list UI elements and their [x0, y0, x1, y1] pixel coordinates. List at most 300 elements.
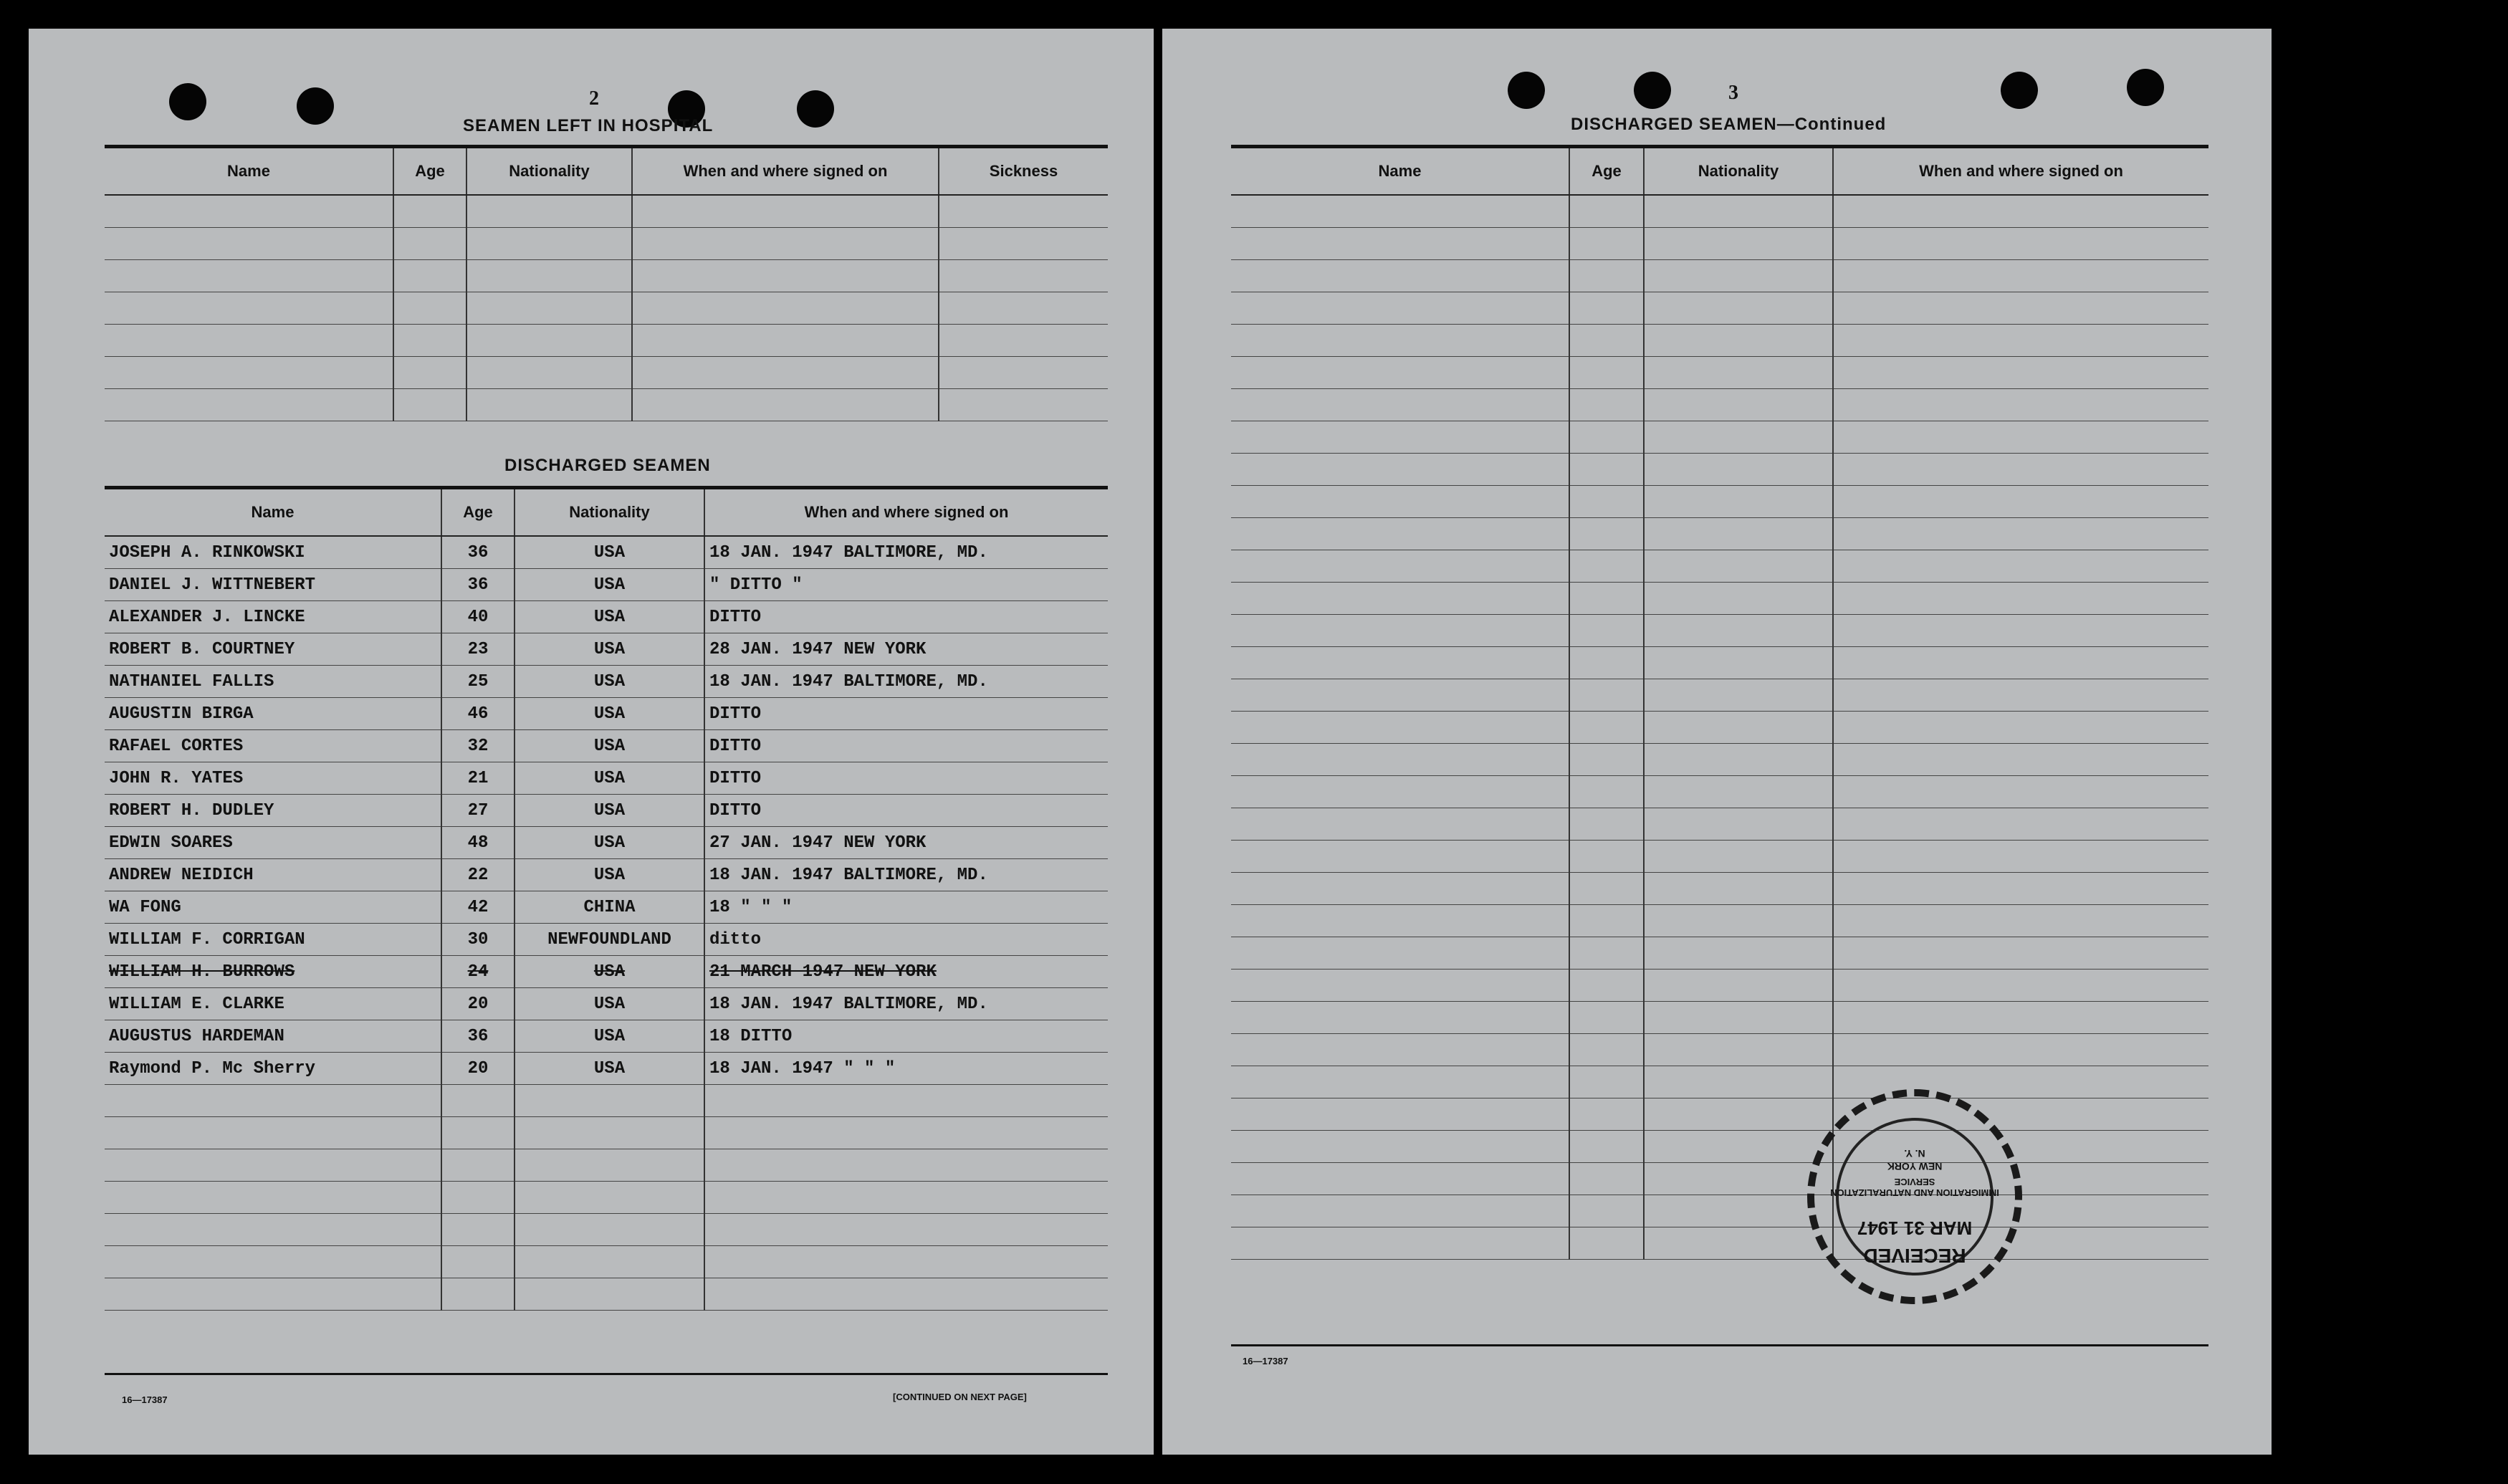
empty-cell — [1231, 389, 1569, 421]
seaman-name: ROBERT H. DUDLEY — [105, 795, 441, 827]
seaman-name: ALEXANDER J. LINCKE — [105, 601, 441, 633]
empty-cell — [1644, 325, 1833, 357]
empty-cell — [1833, 647, 2208, 679]
seaman-signed-on: 21 MARCH 1947 NEW YORK — [704, 956, 1108, 988]
table-row — [105, 1246, 1108, 1278]
seaman-age: 36 — [441, 536, 514, 569]
table-row — [1231, 1066, 2208, 1098]
table-row — [105, 389, 1108, 421]
seaman-signed-on: " DITTO " — [704, 569, 1108, 601]
empty-cell — [1569, 518, 1644, 550]
table-row — [1231, 260, 2208, 292]
empty-cell — [1644, 357, 1833, 389]
empty-cell — [1644, 712, 1833, 744]
seaman-age: 23 — [441, 633, 514, 666]
seaman-name: RAFAEL CORTES — [105, 730, 441, 762]
seaman-age: 46 — [441, 698, 514, 730]
empty-cell — [1833, 970, 2208, 1002]
table-row — [1231, 615, 2208, 647]
seaman-name — [105, 1149, 441, 1182]
seaman-age — [441, 1182, 514, 1214]
table-row — [1231, 808, 2208, 841]
seaman-age: 36 — [441, 569, 514, 601]
table-row — [1231, 1131, 2208, 1163]
stamp-date: MAR 31 1947 — [1857, 1217, 1973, 1239]
stamp-agency: IMMIGRATION AND NATURALIZATION SERVICE — [1830, 1177, 1999, 1198]
empty-cell — [1569, 841, 1644, 873]
form-number: 16—17387 — [1243, 1356, 1288, 1366]
column-header: Nationality — [466, 147, 632, 196]
table-row — [105, 666, 1108, 698]
empty-cell — [1231, 647, 1569, 679]
empty-cell — [1644, 1002, 1833, 1034]
table-row — [1231, 583, 2208, 615]
seaman-age: 42 — [441, 891, 514, 924]
empty-cell — [1644, 1098, 1833, 1131]
empty-cell — [1569, 1066, 1644, 1098]
table-row — [1231, 486, 2208, 518]
seaman-name: EDWIN SOARES — [105, 827, 441, 859]
table-row — [1231, 389, 2208, 421]
table-row — [105, 569, 1108, 601]
seaman-signed-on: DITTO — [704, 762, 1108, 795]
table-row — [1231, 841, 2208, 873]
seaman-signed-on: ditto — [704, 924, 1108, 956]
empty-cell — [1833, 1002, 2208, 1034]
empty-cell — [1231, 583, 1569, 615]
empty-cell — [1569, 1195, 1644, 1227]
table-row — [1231, 744, 2208, 776]
table-row — [105, 827, 1108, 859]
empty-cell — [1833, 292, 2208, 325]
seaman-name: AUGUSTUS HARDEMAN — [105, 1020, 441, 1053]
seaman-signed-on: 28 JAN. 1947 NEW YORK — [704, 633, 1108, 666]
empty-cell — [1644, 195, 1833, 228]
seaman-age: 21 — [441, 762, 514, 795]
empty-cell — [1833, 518, 2208, 550]
seaman-name: ANDREW NEIDICH — [105, 859, 441, 891]
empty-cell — [1833, 873, 2208, 905]
table-row — [105, 260, 1108, 292]
seaman-signed-on — [704, 1214, 1108, 1246]
empty-cell — [1644, 1066, 1833, 1098]
seaman-nationality: USA — [514, 795, 704, 827]
empty-cell — [1569, 292, 1644, 325]
column-header: Nationality — [1644, 147, 1833, 196]
seaman-signed-on — [704, 1149, 1108, 1182]
empty-cell — [1231, 905, 1569, 937]
seaman-age — [441, 1214, 514, 1246]
seaman-age — [441, 1149, 514, 1182]
empty-cell — [1231, 970, 1569, 1002]
empty-cell — [1569, 421, 1644, 454]
seaman-name: AUGUSTIN BIRGA — [105, 698, 441, 730]
empty-cell — [1569, 647, 1644, 679]
empty-cell — [1569, 937, 1644, 970]
continued-section-title: DISCHARGED SEAMEN—Continued — [1571, 115, 1887, 134]
seaman-signed-on: 18 JAN. 1947 BALTIMORE, MD. — [704, 666, 1108, 698]
discharged-section-title: DISCHARGED SEAMEN — [504, 456, 711, 475]
seaman-name: DANIEL J. WITTNEBERT — [105, 569, 441, 601]
seaman-signed-on: DITTO — [704, 795, 1108, 827]
empty-cell — [1644, 260, 1833, 292]
table-row — [105, 859, 1108, 891]
empty-cell — [1569, 357, 1644, 389]
seaman-age: 24 — [441, 956, 514, 988]
empty-cell — [1833, 808, 2208, 841]
table-row — [1231, 1163, 2208, 1195]
empty-cell — [1231, 1163, 1569, 1195]
empty-cell — [1569, 1098, 1644, 1131]
column-header: Name — [1231, 147, 1569, 196]
table-row — [105, 988, 1108, 1020]
seaman-signed-on — [704, 1085, 1108, 1117]
seaman-nationality: USA — [514, 827, 704, 859]
empty-cell — [1231, 228, 1569, 260]
seaman-nationality — [514, 1246, 704, 1278]
empty-cell — [1644, 421, 1833, 454]
seaman-age: 20 — [441, 1053, 514, 1085]
empty-cell — [1569, 486, 1644, 518]
seaman-name: ROBERT B. COURTNEY — [105, 633, 441, 666]
seaman-signed-on — [704, 1182, 1108, 1214]
seaman-age — [441, 1246, 514, 1278]
empty-cell — [1833, 583, 2208, 615]
table-row — [105, 762, 1108, 795]
empty-cell — [1231, 937, 1569, 970]
table-row — [1231, 195, 2208, 228]
punch-hole-icon — [169, 83, 206, 120]
empty-cell — [1231, 1195, 1569, 1227]
continued-table — [1231, 145, 2208, 1260]
empty-cell — [1833, 744, 2208, 776]
table-row — [105, 1085, 1108, 1117]
seaman-signed-on: DITTO — [704, 730, 1108, 762]
table-row — [105, 536, 1108, 569]
seaman-signed-on: DITTO — [704, 601, 1108, 633]
empty-cell — [1833, 550, 2208, 583]
seaman-age — [441, 1278, 514, 1311]
seaman-nationality: NEWFOUNDLAND — [514, 924, 704, 956]
seaman-age: 30 — [441, 924, 514, 956]
seaman-age — [441, 1117, 514, 1149]
empty-cell — [1231, 744, 1569, 776]
punch-hole-icon — [1508, 72, 1545, 109]
seaman-nationality: USA — [514, 1020, 704, 1053]
empty-cell — [1569, 228, 1644, 260]
table-row — [1231, 776, 2208, 808]
hospital-section-title: SEAMEN LEFT IN HOSPITAL — [463, 116, 714, 135]
table-row — [105, 357, 1108, 389]
column-header: Age — [441, 488, 514, 537]
stamp-received: RECEIVED — [1863, 1245, 1966, 1267]
column-header: When and where signed on — [704, 488, 1108, 537]
seaman-name: WILLIAM E. CLARKE — [105, 988, 441, 1020]
table-row — [1231, 357, 2208, 389]
empty-cell — [1569, 970, 1644, 1002]
empty-cell — [1644, 905, 1833, 937]
column-header: Nationality — [514, 488, 704, 537]
received-stamp-icon — [1807, 1089, 2022, 1304]
seaman-signed-on: DITTO — [704, 698, 1108, 730]
empty-cell — [1569, 550, 1644, 583]
seaman-name: WILLIAM F. CORRIGAN — [105, 924, 441, 956]
column-header: Sickness — [939, 147, 1108, 196]
seaman-name — [105, 1085, 441, 1117]
table-row — [105, 1053, 1108, 1085]
column-header: Name — [105, 488, 441, 537]
empty-cell — [1644, 776, 1833, 808]
table-row — [105, 1214, 1108, 1246]
empty-cell — [1833, 195, 2208, 228]
seaman-age: 27 — [441, 795, 514, 827]
empty-cell — [1569, 1034, 1644, 1066]
table-row — [1231, 518, 2208, 550]
empty-cell — [1231, 260, 1569, 292]
empty-cell — [1569, 325, 1644, 357]
empty-cell — [1833, 937, 2208, 970]
empty-cell — [1231, 292, 1569, 325]
empty-cell — [1231, 808, 1569, 841]
empty-cell — [1644, 550, 1833, 583]
column-header: Age — [393, 147, 466, 196]
empty-cell — [1231, 1002, 1569, 1034]
empty-cell — [1569, 873, 1644, 905]
table-row — [1231, 712, 2208, 744]
table-row — [1231, 421, 2208, 454]
seaman-nationality: USA — [514, 633, 704, 666]
seaman-name — [105, 1117, 441, 1149]
empty-cell — [1644, 808, 1833, 841]
seaman-age: 22 — [441, 859, 514, 891]
seaman-name: JOSEPH A. RINKOWSKI — [105, 536, 441, 569]
seaman-name: JOHN R. YATES — [105, 762, 441, 795]
empty-cell — [1231, 1227, 1569, 1260]
empty-cell — [1644, 389, 1833, 421]
seaman-name: Raymond P. Mc Sherry — [105, 1053, 441, 1085]
table-row — [105, 924, 1108, 956]
table-row — [1231, 1227, 2208, 1260]
table-row — [105, 698, 1108, 730]
empty-cell — [1231, 195, 1569, 228]
empty-cell — [1231, 776, 1569, 808]
empty-cell — [1833, 776, 2208, 808]
right-page — [1162, 29, 2272, 1455]
seaman-signed-on: 27 JAN. 1947 NEW YORK — [704, 827, 1108, 859]
empty-cell — [1231, 518, 1569, 550]
table-row — [1231, 228, 2208, 260]
table-row — [1231, 1002, 2208, 1034]
punch-hole-icon — [1634, 72, 1671, 109]
hospital-table — [105, 145, 1108, 421]
seaman-name — [105, 1278, 441, 1311]
empty-cell — [1644, 937, 1833, 970]
empty-cell — [1569, 808, 1644, 841]
table-row — [1231, 679, 2208, 712]
seaman-nationality: USA — [514, 666, 704, 698]
empty-cell — [1833, 615, 2208, 647]
empty-cell — [1644, 744, 1833, 776]
left-page — [29, 29, 1154, 1455]
seaman-signed-on: 18 JAN. 1947 BALTIMORE, MD. — [704, 988, 1108, 1020]
empty-cell — [1644, 292, 1833, 325]
seaman-name — [105, 1214, 441, 1246]
empty-cell — [1231, 357, 1569, 389]
table-row — [1231, 1034, 2208, 1066]
table-row — [105, 633, 1108, 666]
empty-cell — [1644, 486, 1833, 518]
empty-cell — [1644, 970, 1833, 1002]
empty-cell — [1231, 841, 1569, 873]
continued-note: [CONTINUED ON NEXT PAGE] — [893, 1392, 1027, 1402]
table-row — [1231, 905, 2208, 937]
empty-cell — [1231, 712, 1569, 744]
empty-cell — [1569, 260, 1644, 292]
column-header: Age — [1569, 147, 1644, 196]
table-row — [1231, 1195, 2208, 1227]
seaman-nationality: CHINA — [514, 891, 704, 924]
empty-cell — [1644, 1227, 1833, 1260]
seaman-name: WILLIAM H. BURROWS — [105, 956, 441, 988]
column-header: When and where signed on — [1833, 147, 2208, 196]
seaman-nationality: USA — [514, 1053, 704, 1085]
page-number: 3 — [1728, 82, 1738, 104]
seaman-signed-on: 18 JAN. 1947 BALTIMORE, MD. — [704, 859, 1108, 891]
stamp-state: N. Y. — [1904, 1148, 1925, 1159]
empty-cell — [1569, 1002, 1644, 1034]
empty-cell — [1569, 583, 1644, 615]
column-header: Name — [105, 147, 393, 196]
empty-cell — [1569, 905, 1644, 937]
table-row — [1231, 1098, 2208, 1131]
empty-cell — [1231, 679, 1569, 712]
table-row — [1231, 970, 2208, 1002]
punch-hole-icon — [297, 87, 334, 125]
table-row — [105, 1278, 1108, 1311]
seaman-nationality: USA — [514, 956, 704, 988]
empty-cell — [1644, 1131, 1833, 1163]
empty-cell — [1569, 776, 1644, 808]
table-row — [1231, 325, 2208, 357]
table-row — [1231, 550, 2208, 583]
empty-cell — [1833, 389, 2208, 421]
seaman-signed-on: 18 " " " — [704, 891, 1108, 924]
empty-cell — [1231, 1034, 1569, 1066]
empty-cell — [1569, 454, 1644, 486]
empty-cell — [1644, 873, 1833, 905]
seaman-signed-on: 18 JAN. 1947 BALTIMORE, MD. — [704, 536, 1108, 569]
empty-cell — [1231, 454, 1569, 486]
empty-cell — [1644, 518, 1833, 550]
empty-cell — [1833, 325, 2208, 357]
bottom-rule — [1231, 1344, 2208, 1346]
seaman-signed-on: 18 DITTO — [704, 1020, 1108, 1053]
empty-cell — [1644, 454, 1833, 486]
seaman-age: 36 — [441, 1020, 514, 1053]
seaman-age: 25 — [441, 666, 514, 698]
empty-cell — [1231, 1131, 1569, 1163]
table-row — [1231, 937, 2208, 970]
seaman-nationality: USA — [514, 601, 704, 633]
table-row — [1231, 454, 2208, 486]
stamp-city: NEW YORK — [1887, 1161, 1943, 1172]
seaman-nationality: USA — [514, 536, 704, 569]
seaman-nationality — [514, 1278, 704, 1311]
punch-hole-icon — [2001, 72, 2038, 109]
seaman-nationality: USA — [514, 859, 704, 891]
empty-cell — [1833, 905, 2208, 937]
seaman-name — [105, 1246, 441, 1278]
empty-cell — [1231, 550, 1569, 583]
column-header: When and where signed on — [632, 147, 939, 196]
empty-cell — [1231, 486, 1569, 518]
empty-cell — [1833, 357, 2208, 389]
seaman-nationality: USA — [514, 698, 704, 730]
seaman-age: 40 — [441, 601, 514, 633]
table-row — [105, 730, 1108, 762]
punch-hole-icon — [797, 90, 834, 128]
empty-cell — [1644, 583, 1833, 615]
empty-cell — [1569, 712, 1644, 744]
empty-cell — [1569, 1227, 1644, 1260]
table-row — [105, 1149, 1108, 1182]
seaman-name: NATHANIEL FALLIS — [105, 666, 441, 698]
seaman-nationality: USA — [514, 988, 704, 1020]
seaman-nationality: USA — [514, 730, 704, 762]
empty-cell — [1644, 615, 1833, 647]
seaman-nationality — [514, 1149, 704, 1182]
empty-cell — [1644, 841, 1833, 873]
seaman-nationality — [514, 1117, 704, 1149]
empty-cell — [1569, 679, 1644, 712]
table-row — [105, 292, 1108, 325]
empty-cell — [1833, 712, 2208, 744]
seaman-signed-on — [704, 1278, 1108, 1311]
seaman-nationality — [514, 1182, 704, 1214]
discharged-table — [105, 486, 1108, 1311]
seaman-signed-on — [704, 1117, 1108, 1149]
table-row — [105, 1182, 1108, 1214]
empty-cell — [1833, 454, 2208, 486]
table-row — [105, 1117, 1108, 1149]
table-row — [105, 195, 1108, 228]
empty-cell — [1644, 1163, 1833, 1195]
empty-cell — [1833, 421, 2208, 454]
seaman-signed-on — [704, 1246, 1108, 1278]
seaman-age: 32 — [441, 730, 514, 762]
table-row — [105, 228, 1108, 260]
empty-cell — [1569, 1163, 1644, 1195]
seaman-nationality — [514, 1214, 704, 1246]
empty-cell — [1569, 1131, 1644, 1163]
seaman-nationality — [514, 1085, 704, 1117]
table-row — [105, 1020, 1108, 1053]
empty-cell — [1231, 325, 1569, 357]
empty-cell — [1833, 679, 2208, 712]
empty-cell — [1644, 647, 1833, 679]
table-row — [105, 795, 1108, 827]
empty-cell — [1231, 1066, 1569, 1098]
form-number: 16—17387 — [122, 1394, 168, 1405]
empty-cell — [1644, 1034, 1833, 1066]
table-row — [1231, 292, 2208, 325]
empty-cell — [1569, 744, 1644, 776]
seaman-signed-on: 18 JAN. 1947 " " " — [704, 1053, 1108, 1085]
empty-cell — [1833, 228, 2208, 260]
seaman-name: WA FONG — [105, 891, 441, 924]
table-row — [105, 956, 1108, 988]
table-row — [105, 601, 1108, 633]
